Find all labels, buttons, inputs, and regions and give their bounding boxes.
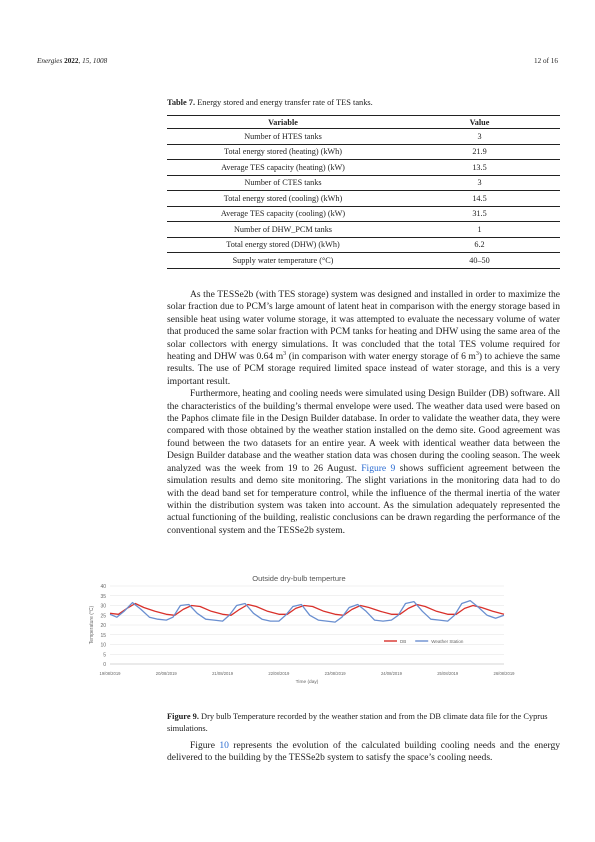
variable-cell: Total energy stored (cooling) (kWh) <box>167 191 399 207</box>
chart-grid <box>110 586 504 664</box>
chart-labels <box>89 574 515 684</box>
x-tick-label: 22/08/2019 <box>268 671 290 676</box>
value-cell: 1 <box>399 222 560 238</box>
column-header: Value <box>399 116 560 129</box>
paragraph: Furthermore, heating and cooling needs were simulated using Design Builder (DB) software. All the characteristics of the building’s thermal envelope were used. The weather data used were based on the Paphos climate file in the Design Builder database. In order to validate the weather data, they were compared with those obtained by the weather station installed on the demo site. Good agreement was found between the two datasets for an entire year. A week with identical weather data between the Design Builder database and the weather station data was chosen during the cooling season. The week analyzed was the week from 19 to 26 August. Figure 9 shows sufficient agreement between the simulation results and demo site monitoring. The slight variations in the monitoring data had to do with the dead band set for temperature control, while the influence of the thermal inertia of the water within the distribution system was taken into account. As the simulation adequately represented the actual functioning of the building, realistic conclusions can be drawn regarding the performance of the conventional system and the TESSe2b system. <box>167 388 560 536</box>
x-tick-label: 20/08/2019 <box>155 671 177 676</box>
y-tick-label: 20 <box>100 623 106 629</box>
variable-cell: Supply water temperature (°C) <box>167 253 399 269</box>
table-header-row <box>167 116 560 129</box>
column-header: Variable <box>167 116 399 129</box>
value-cell: 31.5 <box>399 206 560 222</box>
running-header-citation: Energies 2022, 15, 1008 <box>37 57 108 65</box>
y-tick-label: 10 <box>100 642 106 649</box>
y-tick-label: 40 <box>100 584 106 590</box>
value-cell: 6.2 <box>399 237 560 253</box>
table-row <box>167 144 560 160</box>
page-number: 12 of 16 <box>534 57 558 65</box>
body-text-upper <box>167 289 560 537</box>
y-tick-label: 30 <box>100 603 106 610</box>
table-row <box>167 175 560 191</box>
table-row <box>167 206 560 222</box>
temperature-chart <box>86 572 516 684</box>
body-text-lower <box>167 740 560 765</box>
figure-caption: Figure 9. Dry bulb Temperature recorded by the weather station and from the DB climate data file for the Cyprus simulations. <box>167 712 548 733</box>
variable-cell: Average TES capacity (heating) (kW) <box>167 160 399 176</box>
legend-label: DB <box>400 638 407 644</box>
y-tick-label: 25 <box>100 613 106 620</box>
paragraph: As the TESSe2b (with TES storage) system was designed and installed in order to maximize the solar fraction due to PCM’s large amount of latent heat in comparison with the energy storage based in sensible heat using water volume storage, it was attempted to evaluate the necessary volume of water that produced the same solar fraction with PCM tanks for heating and DHW using the same area of the solar collectors with energy simulations. It was concluded that the total TES volume required for heating and DHW was 0.64 $m^3$ (in comparison with water energy storage of 6 $m^3$) to achieve the same results. The use of PCM storage required limited space instead of water storage, and this is a very important result. <box>167 289 560 387</box>
legend-label: Weather Station <box>431 638 464 644</box>
y-tick-label: 0 <box>103 662 106 668</box>
x-axis-label: Time (day) <box>295 680 319 684</box>
table-row <box>167 129 560 145</box>
x-tick-label: 23/08/2019 <box>324 671 346 676</box>
figure-link[interactable]: 10 <box>219 740 229 751</box>
table-row <box>167 191 560 207</box>
value-cell: 14.5 <box>399 191 560 207</box>
x-tick-label: 25/08/2019 <box>437 671 459 676</box>
variable-cell: Number of DHW_PCM tanks <box>167 222 399 238</box>
chart-title: Outside dry-bulb temperture <box>252 574 346 583</box>
variable-cell: Average TES capacity (cooling) (kW) <box>167 206 399 222</box>
variable-cell: Total energy stored (DHW) (kWh) <box>167 237 399 253</box>
y-tick-label: 15 <box>100 632 106 639</box>
x-tick-label: 26/08/2019 <box>493 671 515 676</box>
y-axis-label: Temperature (°C) <box>89 605 95 645</box>
x-tick-label: 21/08/2019 <box>212 671 234 676</box>
figure-link[interactable]: Figure 9 <box>361 462 396 474</box>
variable-cell: Number of CTES tanks <box>167 175 399 191</box>
value-cell: 13.5 <box>399 160 560 176</box>
table-row <box>167 253 560 269</box>
chart-series <box>110 601 504 623</box>
x-tick-label: 19/08/2019 <box>99 671 121 676</box>
series-line <box>110 601 504 623</box>
table-row <box>167 222 560 238</box>
table-row <box>167 237 560 253</box>
y-tick-label: 5 <box>103 652 106 659</box>
value-cell: 3 <box>399 175 560 191</box>
table-row <box>167 160 560 176</box>
value-cell: 3 <box>399 129 560 145</box>
tes-table <box>167 115 560 269</box>
table-caption: Table 7. Energy stored and energy transfer rate of TES tanks. <box>167 98 373 107</box>
y-tick-label: 35 <box>100 593 106 600</box>
x-tick-label: 24/08/2019 <box>380 671 402 676</box>
variable-cell: Total energy stored (heating) (kWh) <box>167 144 399 160</box>
paragraph: Figure 10 represents the evolution of the calculated building cooling needs and the energy delivered to the building by the TESSe2b system to satisfy the space’s cooling needs. <box>167 740 560 764</box>
value-cell: 40–50 <box>399 253 560 269</box>
value-cell: 21.9 <box>399 144 560 160</box>
variable-cell: Number of HTES tanks <box>167 129 399 145</box>
